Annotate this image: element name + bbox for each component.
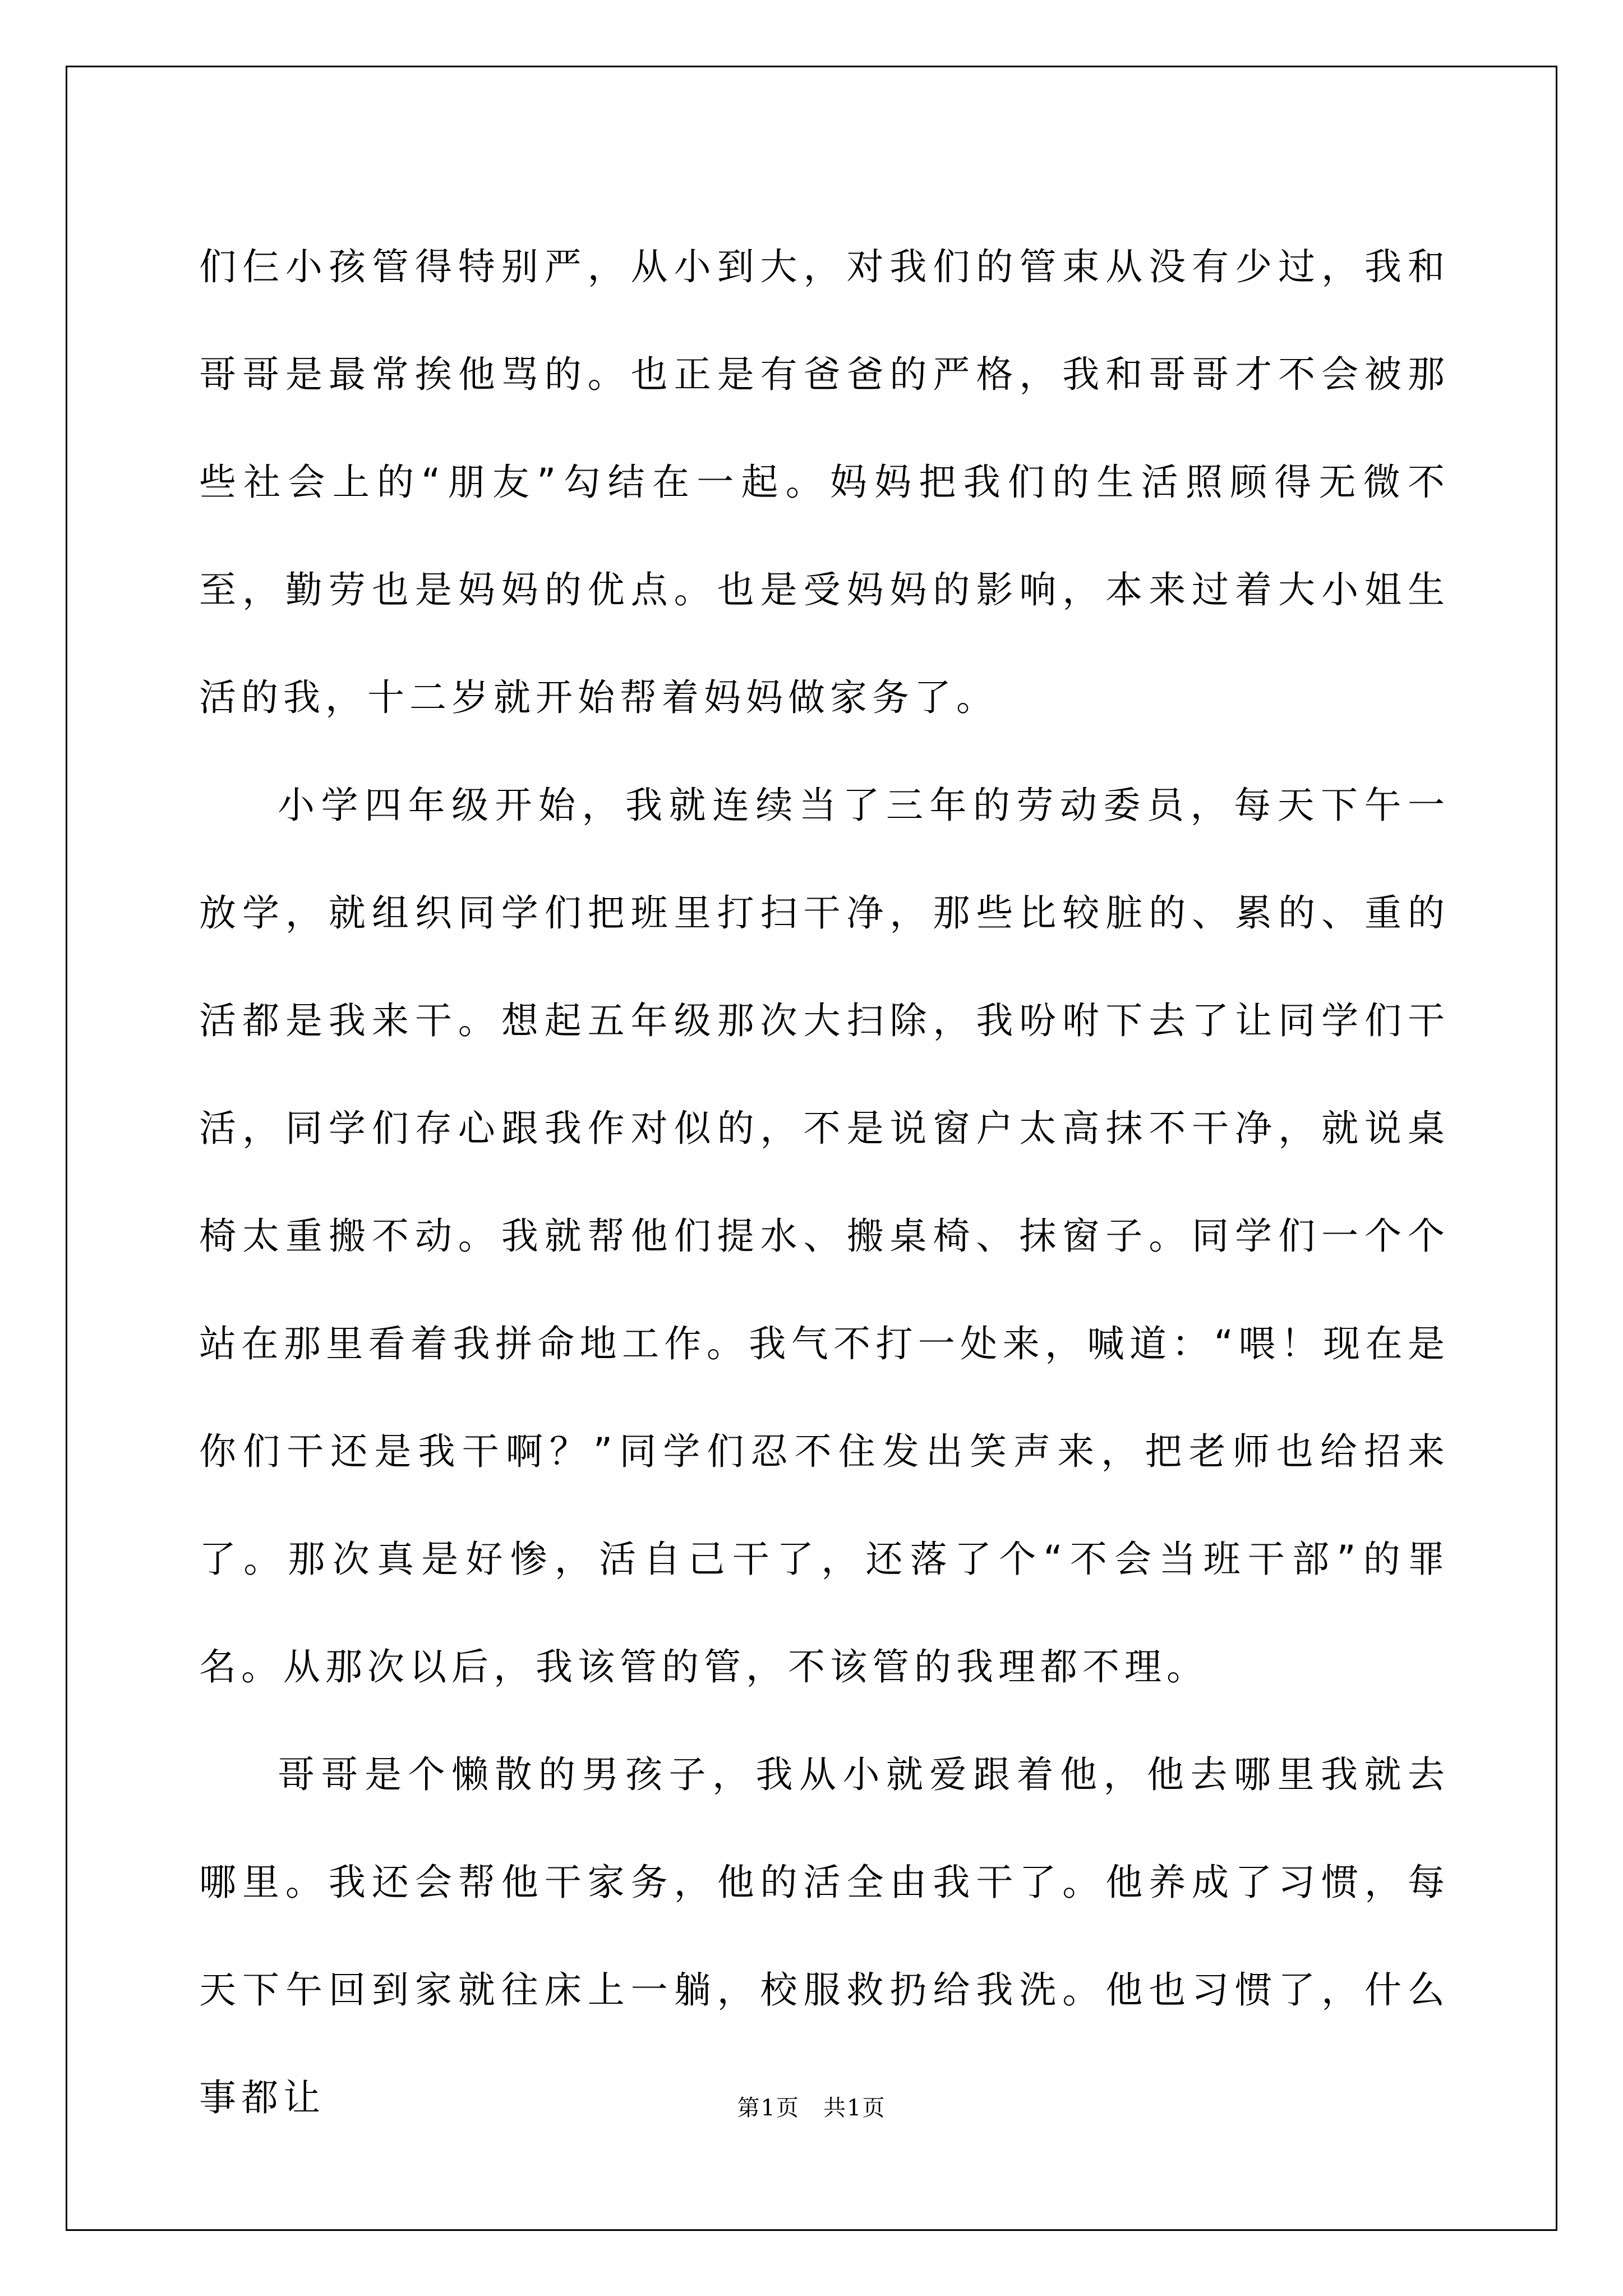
document-body bbox=[199, 213, 1450, 2152]
page-footer: 第1页 共1页 bbox=[737, 2095, 886, 2121]
paragraph-3: 哥哥是个懒散的男孩子，我从小就爱跟着他，他去哪里我就去哪里。我还会帮他干家务，他的活全由我干了。他养成了习惯，每天下午回到家就往床上一躺，校服救扔给我洗。他也习惯了，什么事都让 bbox=[199, 1753, 1450, 2119]
paragraph-2: 小学四年级开始，我就连续当了三年的劳动委员，每天下午一放学，就组织同学们把班里打扫干净，那些比较脏的、累的、重的活都是我来干。想起五年级那次大扫除，我吩咐下去了让同学们干活，同学们存心跟我作对似的，不是说窗户太高抹不干净，就说桌椅太重搬不动。我就帮他们提水、搬桌椅、抹窗子。同学们一个个站在那里看着我拼命地工作。我气不打一处来，喊道：“喂！现在是你们干还是我干啊？”同学们忍不住发出笑声来，把老师也给招来了。那次真是好惨，活自己干了，还落了个“不会当班干部”的罪名。从那次以后，我该管的管，不该管的我理都不理。 bbox=[199, 784, 1450, 1688]
paragraph-1: 们仨小孩管得特别严，从小到大，对我们的管束从没有少过，我和哥哥是最常挨他骂的。也正是有爸爸的严格，我和哥哥才不会被那些社会上的“朋友”勾结在一起。妈妈把我们的生活照顾得无微不至，勤劳也是妈妈的优点。也是受妈妈的影响，本来过着大小姐生活的我，十二岁就开始帮着妈妈做家务了。 bbox=[199, 245, 1450, 719]
